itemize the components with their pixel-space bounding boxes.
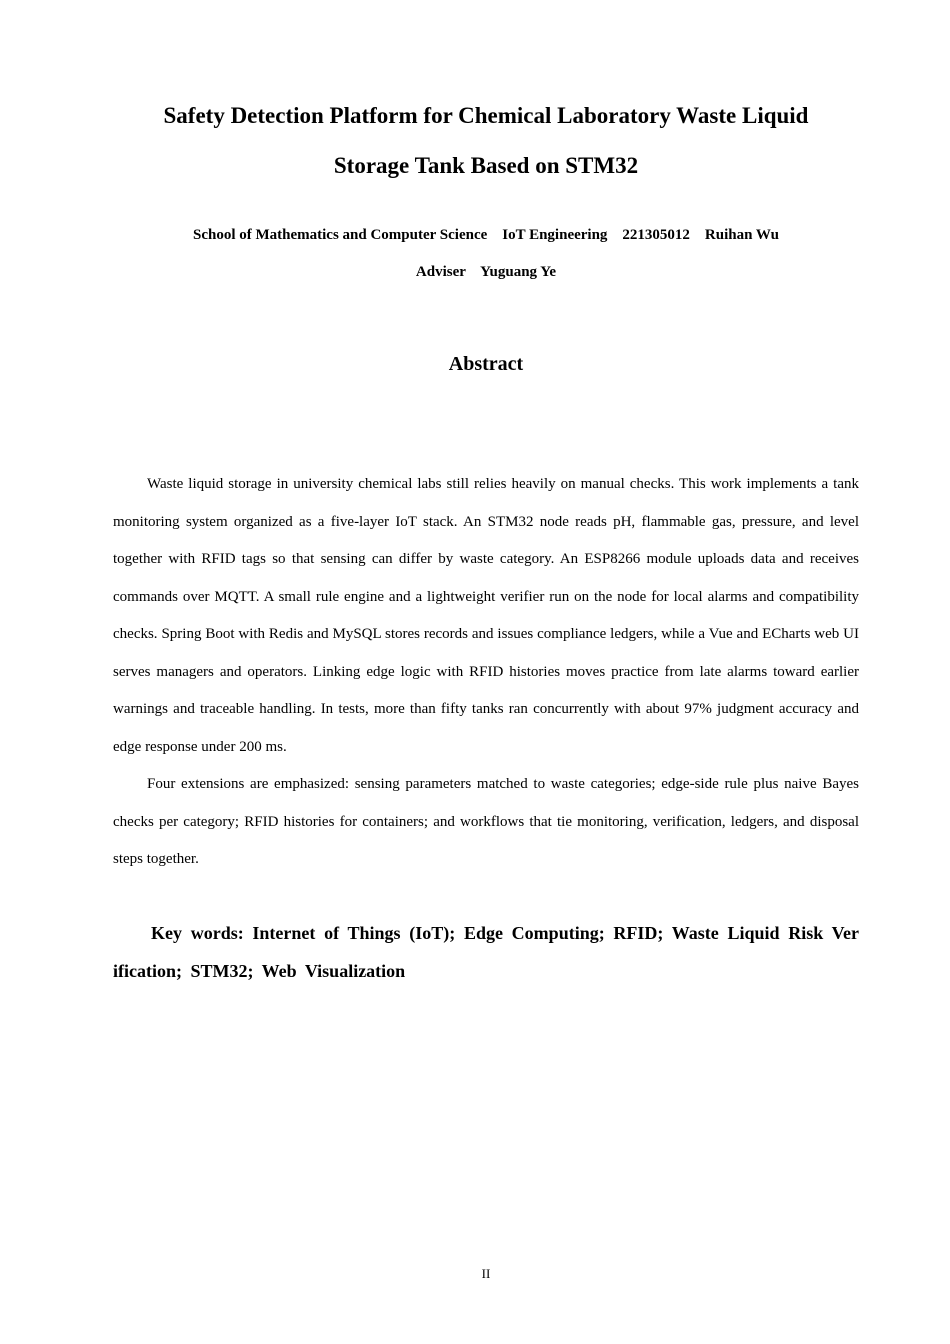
abstract-body — [113, 466, 859, 879]
abstract-paragraph-1: Waste liquid storage in university chemical labs still relies heavily on manual checks. This work implements a tank monitoring system organized as a five-layer IoT stack. An STM32 node reads pH, flammable gas, pressure, and level together with RFID tags so that sensing can differ by waste category. An ESP8266 module uploads data and receives commands over MQTT. A small rule engine and a lightweight verifier run on the node for local alarms and compatibility checks. Spring Boot with Redis and MySQL stores records and issues compliance ledgers, while a Vue and ECharts web UI serves managers and operators. Linking edge logic with RFID histories moves practice from late alarms toward earlier warnings and traceable handling. In tests, more than fifty tanks ran concurrently with about 97% judgment accuracy and edge response under 200 ms. — [113, 476, 859, 755]
author-info: School of Mathematics and Computer Science IoT Engineering 221305012 Ruihan Wu — [192, 227, 780, 243]
abstract-paragraph-2: Four extensions are emphasized: sensing parameters matched to waste categories; edge-side rule plus naive Bayes checks per category; RFID histories for containers; and workflows that tie monitoring, verification, ledgers, and disposal steps together. — [113, 776, 859, 867]
page-number: II — [481, 1266, 491, 1281]
paper-title-line-2: Storage Tank Based on STM32 — [333, 153, 639, 178]
paper-title-line-1: Safety Detection Platform for Chemical Laboratory Waste Liquid — [163, 103, 809, 128]
keywords: Key words: Internet of Things (IoT); Edge Computing; RFID; Waste Liquid Risk Verification; STM32; Web Visualization — [113, 923, 859, 981]
abstract-heading: Abstract — [448, 353, 524, 375]
adviser-info: Adviser Yuguang Ye — [415, 264, 557, 280]
